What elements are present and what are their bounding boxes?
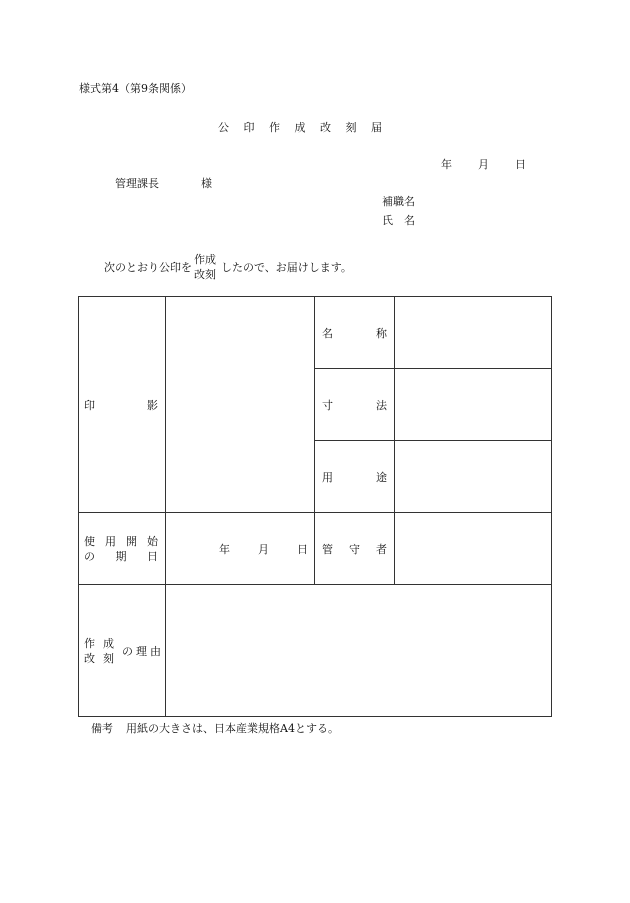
seal-form-table <box>78 296 552 717</box>
custodian-char-1: 管 <box>322 542 333 556</box>
remarks-label: 備考 <box>91 722 113 735</box>
start-date-char-4: 始 <box>147 534 158 548</box>
addressee <box>115 175 212 191</box>
date-day: 日 <box>515 158 526 171</box>
custodian-field[interactable] <box>395 513 552 585</box>
name-field[interactable] <box>395 297 552 369</box>
start-date-month: 月 <box>258 542 269 556</box>
option-recarve: 改刻 <box>194 268 216 281</box>
start-date-year: 年 <box>219 542 230 556</box>
post-label: 補職名 <box>382 195 415 208</box>
reason-char-1: 作 <box>84 636 95 650</box>
reason-options <box>84 636 114 666</box>
reason-char-3: 改 <box>84 651 95 665</box>
remarks-text: 用紙の大きさは、日本産業規格A4とする。 <box>126 722 339 735</box>
date-year: 年 <box>441 158 452 171</box>
honorific: 様 <box>201 177 212 190</box>
start-date-char-2: 用 <box>105 534 116 548</box>
body-prefix: 次のとおり公印を <box>104 261 192 274</box>
start-date-char-5: の <box>84 549 95 563</box>
body-options <box>194 252 216 282</box>
seal-impression-label-cell <box>79 297 166 513</box>
body-sentence <box>104 252 352 282</box>
custodian-char-3: 者 <box>376 542 387 556</box>
start-date-char-1: 使 <box>84 534 95 548</box>
custodian-label-cell <box>315 513 395 585</box>
dimension-label-cell <box>315 369 395 441</box>
start-date-day: 日 <box>297 542 308 556</box>
addressee-title: 管理課長 <box>115 177 159 190</box>
start-date-char-7: 日 <box>147 549 158 563</box>
dimension-field[interactable] <box>395 369 552 441</box>
name-label <box>382 212 415 228</box>
submission-date <box>441 156 526 172</box>
reason-label-cell <box>79 585 166 717</box>
seal-impression-char-2: 影 <box>147 398 158 412</box>
start-date-char-3: 開 <box>126 534 137 548</box>
purpose-char-1: 用 <box>322 470 333 484</box>
name-label-char-2: 名 <box>404 214 415 227</box>
remarks-note <box>91 720 339 736</box>
seal-impression-char-1: 印 <box>84 398 95 412</box>
start-date-char-6: 期 <box>115 549 127 563</box>
dimension-char-1: 寸 <box>322 398 333 412</box>
option-create: 作成 <box>194 253 216 266</box>
date-month: 月 <box>478 158 489 171</box>
reason-char-2: 成 <box>103 636 114 650</box>
start-date-field[interactable] <box>166 513 315 585</box>
purpose-char-2: 途 <box>376 470 387 484</box>
body-suffix: したので、お届けします。 <box>221 261 352 274</box>
purpose-field[interactable] <box>395 441 552 513</box>
dimension-char-2: 法 <box>376 398 387 412</box>
reason-field[interactable] <box>166 585 552 717</box>
start-date-label-cell <box>79 513 166 585</box>
purpose-label-cell <box>315 441 395 513</box>
document-title: 公印作成改刻届 <box>218 121 397 134</box>
seal-impression-field[interactable] <box>166 297 315 513</box>
name-char-1: 名 <box>322 326 333 340</box>
name-label-cell <box>315 297 395 369</box>
name-label-char-1: 氏 <box>382 214 393 227</box>
reason-char-4: 刻 <box>103 651 114 665</box>
reason-tail: の理由 <box>122 644 164 658</box>
custodian-char-2: 守 <box>349 542 360 556</box>
name-char-2: 称 <box>376 326 387 340</box>
form-number: 様式第4（第9条関係） <box>79 82 192 95</box>
